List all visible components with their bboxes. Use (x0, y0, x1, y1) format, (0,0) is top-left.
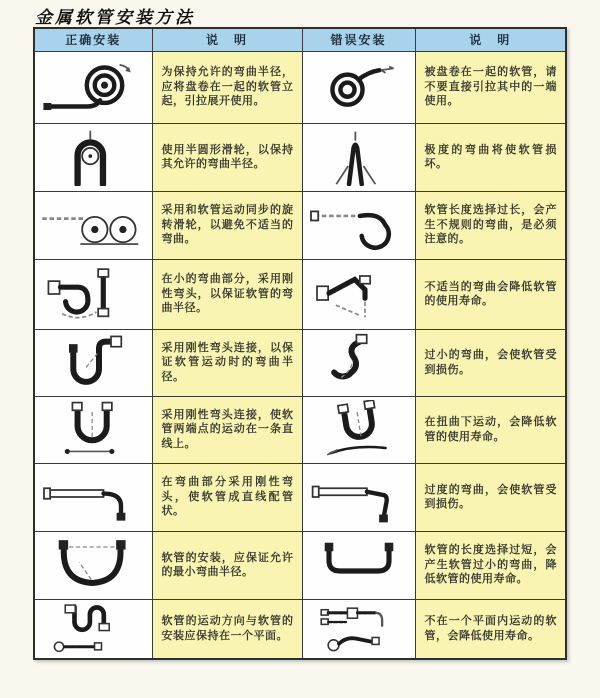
correct-image-cell (34, 123, 152, 191)
header-correct-install: 正确安装 (34, 28, 152, 51)
wrong-note: 软管长度选择过长，会产生不规则的弯曲，是必须注意的。 (415, 191, 566, 259)
table-row (34, 599, 566, 659)
correct-note: 采用和软管运动同步的旋转滑轮，以避免不适当的弯曲。 (152, 191, 302, 259)
correct-image-cell (34, 191, 152, 259)
table-row (34, 191, 566, 259)
hose-sharp-bend-icon (307, 128, 411, 186)
correct-note: 软管的运动方向与软管的安装应保持在一个平面。 (152, 599, 302, 659)
correct-note: 在弯曲部分采用刚性弯头，使软管成直线配管状。 (152, 463, 302, 531)
header-correct-note: 说 明 (152, 28, 302, 51)
wrong-image-cell (302, 463, 415, 531)
correct-note: 采用刚性弯头连接，使软管两端点的运动在一条直线上。 (152, 396, 302, 463)
correct-image-cell (34, 51, 152, 123)
table-row (34, 123, 566, 191)
coiled-hose-pulled-icon (307, 56, 411, 118)
hose-same-plane-icon (38, 602, 148, 656)
hose-too-long-icon (307, 196, 411, 254)
correct-note: 采用刚性弯头连接，以保证软管运动时的弯曲半径。 (152, 329, 302, 396)
hose-rigid-elbow-small-bend-icon (38, 264, 148, 324)
hose-improper-bend-icon (307, 264, 411, 324)
hose-too-short-icon (307, 535, 411, 595)
correct-note: 为保持允许的弯曲半径，应将盘卷在一起的软管立起，引拉展开使用。 (152, 51, 302, 123)
hose-rotating-pulleys-icon (37, 196, 149, 254)
wrong-image-cell (302, 599, 415, 659)
header-row (34, 28, 566, 51)
hose-overbent-icon (307, 469, 411, 525)
hose-twisted-motion-icon (307, 400, 411, 460)
hose-different-plane-icon (307, 602, 411, 656)
wrong-image-cell (302, 329, 415, 396)
correct-image-cell (34, 396, 152, 463)
wrong-note: 被盘卷在一起的软管，请不要直接引拉其中的一端使用。 (415, 51, 566, 123)
hose-rigid-elbow-connection-icon (38, 333, 148, 393)
hose-inline-motion-icon (38, 400, 148, 460)
correct-image-cell (34, 531, 152, 599)
wrong-image-cell (302, 531, 415, 599)
wrong-note: 不在一个平面内运动的软管，会降低使用寿命。 (415, 599, 566, 659)
wrong-image-cell (302, 191, 415, 259)
table-row (34, 463, 566, 531)
wrong-note: 极度的弯曲将使软管损坏。 (415, 123, 566, 191)
correct-note: 软管的安装，应保证允许的最小弯曲半径。 (152, 531, 302, 599)
table-row (34, 531, 566, 599)
hose-straight-piping-icon (37, 469, 149, 525)
correct-image-cell (34, 259, 152, 329)
page-title: 金属软管安装方法 (35, 8, 195, 27)
correct-note: 在小的弯曲部分，采用刚性弯头，以保证软管的弯曲半径。 (152, 259, 302, 329)
correct-image-cell (34, 329, 152, 396)
hose-on-pulley-icon (38, 128, 148, 186)
wrong-note: 不适当的弯曲会降低软管的使用寿命。 (415, 259, 566, 329)
wrong-note: 在扭曲下运动，会降低软管的使用寿命。 (415, 396, 566, 463)
wrong-note: 软管的长度选择过短，会产生软管过小的弯曲，降低软管的使用寿命。 (415, 531, 566, 599)
table-row (34, 51, 566, 123)
hose-too-small-bend-icon (307, 333, 411, 393)
wrong-note: 过度的弯曲，会使软管受到损伤。 (415, 463, 566, 531)
wrong-image-cell (302, 51, 415, 123)
correct-image-cell (34, 599, 152, 659)
table-row (34, 396, 566, 463)
wrong-image-cell (302, 123, 415, 191)
coiled-hose-upright-icon (38, 56, 148, 118)
installation-methods-table (33, 27, 567, 660)
header-wrong-note: 说 明 (415, 28, 566, 51)
wrong-image-cell (302, 396, 415, 463)
correct-note: 使用半圆形滑轮，以保持其允许的弯曲半径。 (152, 123, 302, 191)
table-row (34, 329, 566, 396)
wrong-image-cell (302, 259, 415, 329)
table-row (34, 259, 566, 329)
correct-image-cell (34, 463, 152, 531)
header-wrong-install: 错误安装 (302, 28, 415, 51)
hose-min-bend-radius-icon (38, 535, 148, 595)
wrong-note: 过小的弯曲，会使软管受到损伤。 (415, 329, 566, 396)
